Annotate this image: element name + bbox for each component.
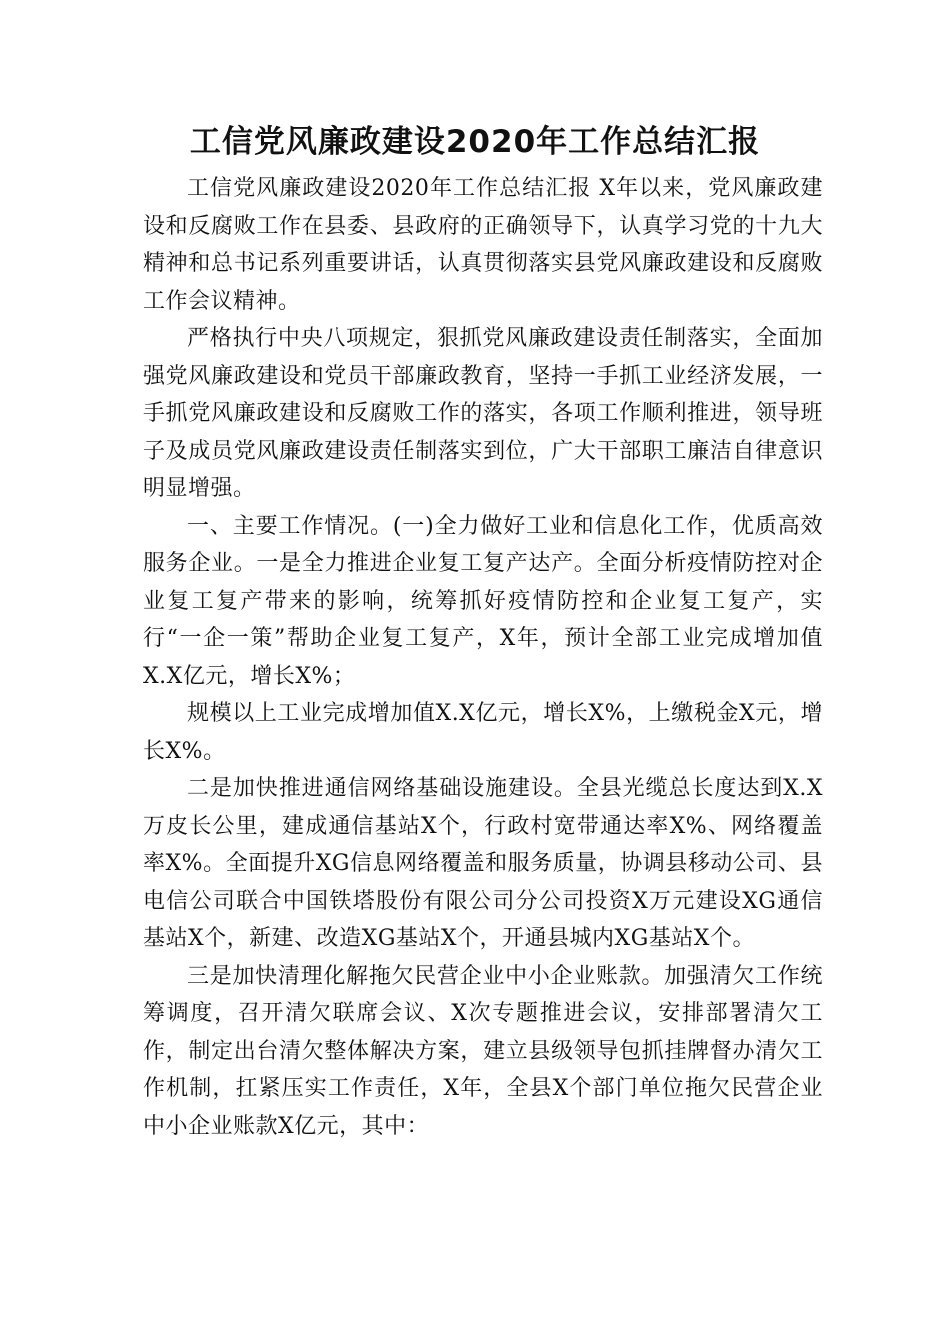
paragraph: 一、主要工作情况。(一)全力做好工业和信息化工作，优质高效服务企业。一是全力推进企业复工复产达产。全面分析疫情防控对企业复工复产带来的影响，统筹抓好疫情防控和企业复工复产，实行“一企一策”帮助企业复工复产，X年，预计全部工业完成增加值X.X亿元，增长X%； <box>143 513 823 689</box>
paragraph: 三是加快清理化解拖欠民营企业中小企业账款。加强清欠工作统筹调度，召开清欠联席会议、X次专题推进会议，安排部署清欠工作，制定出台清欠整体解决方案，建立县级领导包抓挂牌督办清欠工作机制，扛紧压实工作责任，X年，全县X个部门单位拖欠民营企业中小企业账款X亿元，其中： <box>143 963 823 1139</box>
paragraph: 规模以上工业完成增加值X.X亿元，增长X%，上缴税金X元，增长X%。 <box>143 701 823 764</box>
document-body <box>143 170 823 1145</box>
paragraph: 严格执行中央八项规定，狠抓党风廉政建设责任制落实，全面加强党风廉政建设和党员干部廉政教育，坚持一手抓工业经济发展，一手抓党风廉政建设和反腐败工作的落实，各项工作顺利推进，领导班子及成员党风廉政建设责任制落实到位，广大干部职工廉洁自律意识明显增强。 <box>143 326 823 501</box>
document-title: 工信党风廉政建设2020年工作总结汇报 <box>189 124 761 160</box>
paragraph: 二是加快推进通信网络基础设施建设。全县光缆总长度达到X.X万皮长公里，建成通信基站X个，行政村宽带通达率X%、网络覆盖率X%。全面提升XG信息网络覆盖和服务质量，协调县移动公司、县电信公司联合中国铁塔股份有限公司分公司投资X万元建设XG通信基站X个，新建、改造XG基站X个，开通县城内XG基站X个。 <box>143 776 823 951</box>
paragraph: 工信党风廉政建设2020年工作总结汇报 X年以来，党风廉政建设和反腐败工作在县委、县政府的正确领导下，认真学习党的十九大精神和总书记系列重要讲话，认真贯彻落实县党风廉政建设和反腐败工作会议精神。 <box>143 176 823 314</box>
